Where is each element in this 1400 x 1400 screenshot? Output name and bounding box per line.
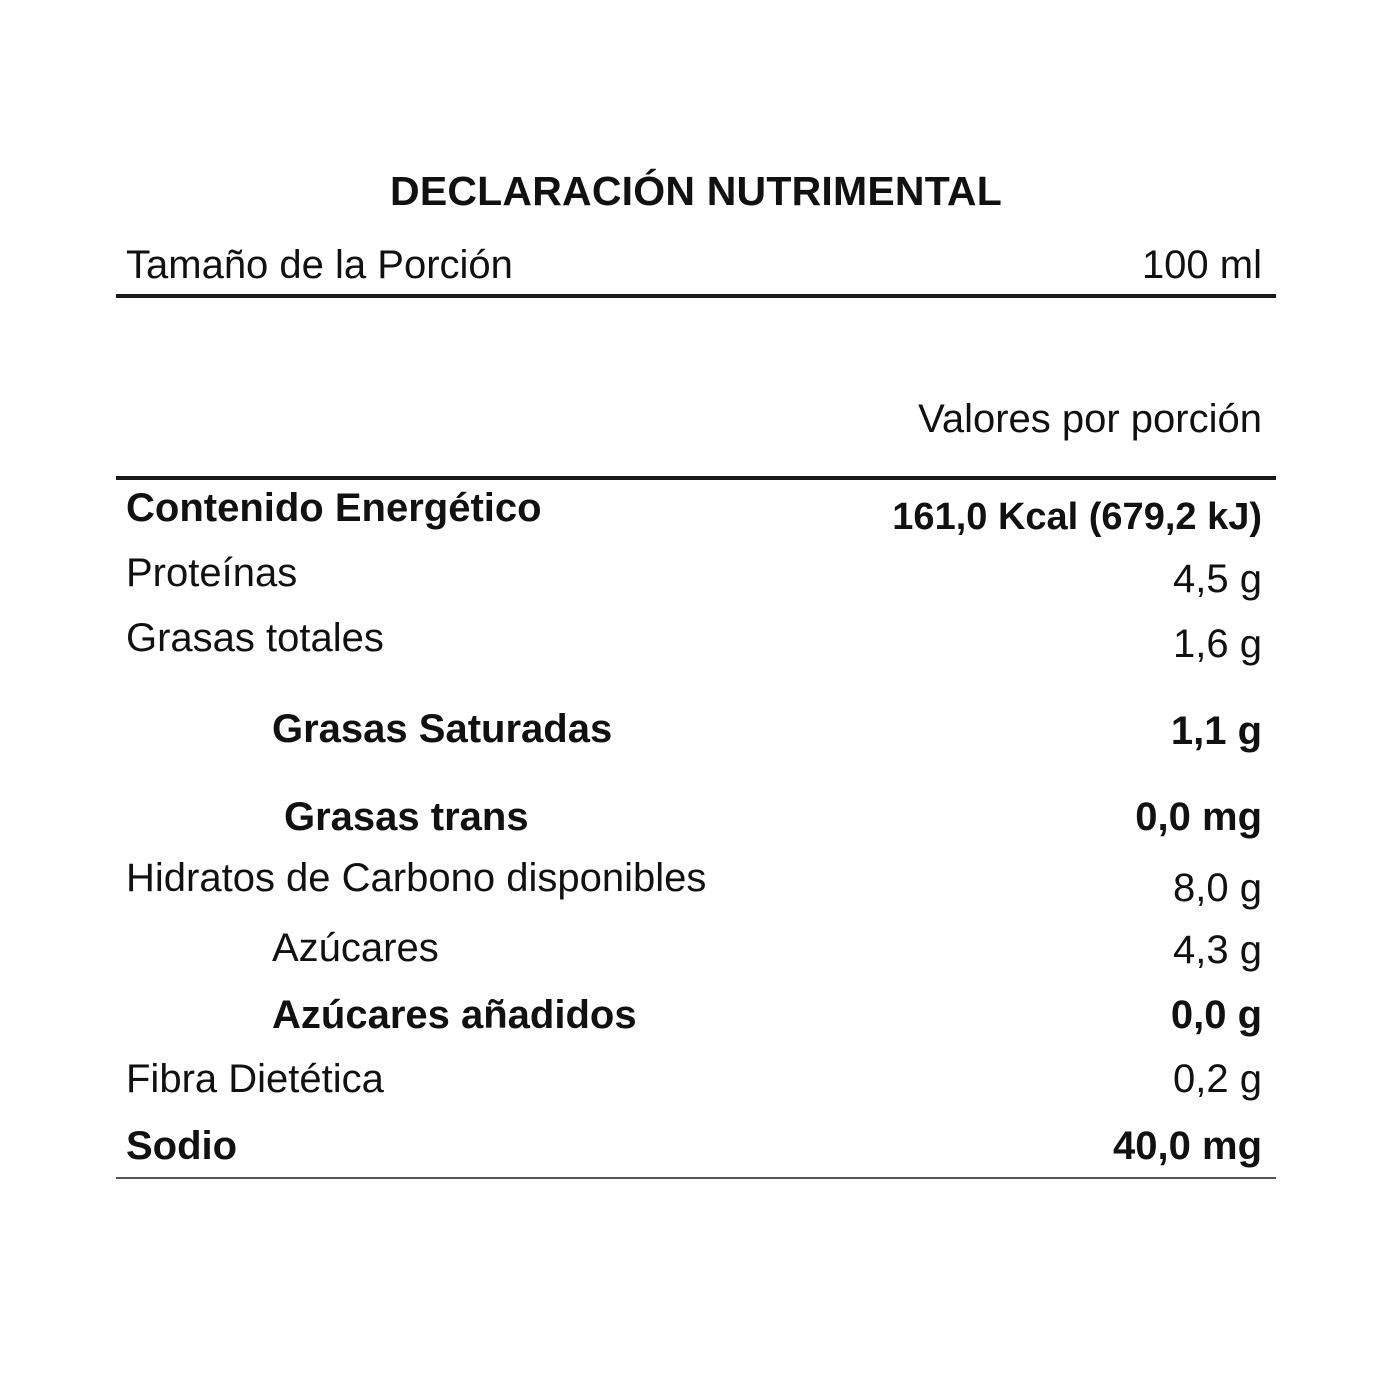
divider-header [116,476,1276,480]
nutrient-row-sodium [116,1124,1276,1176]
nutrient-name: Grasas Saturadas [272,707,613,751]
nutrient-value: 40,0 mg [1113,1124,1262,1168]
column-header: Valores por porción [918,397,1262,441]
nutrient-value: 0,0 g [1170,993,1262,1037]
nutrient-value: 0,2 g [1173,1057,1262,1101]
nutrient-row-fiber [116,1057,1276,1109]
nutrient-name: Grasas totales [126,616,384,660]
nutrient-row-carbohydrates [116,856,1276,908]
divider-bottom [116,1177,1276,1179]
nutrient-row-saturated-fat [116,707,1276,759]
nutrient-value: 1,1 g [1170,709,1262,753]
serving-size-label: Tamaño de la Porción [126,243,513,287]
nutrient-row-added-sugars [116,993,1276,1045]
nutrient-value: 8,0 g [1173,866,1262,910]
nutrient-name: Grasas trans [284,795,529,839]
nutrient-name: Contenido Energético [126,486,542,530]
nutrient-name: Hidratos de Carbono disponibles [126,856,707,900]
nutrient-value: 4,5 g [1173,557,1262,601]
nutrient-row-sugars [116,926,1276,978]
serving-size-value: 100 ml [1141,243,1262,287]
nutrient-name: Fibra Dietética [126,1057,384,1101]
nutrient-value: 1,6 g [1173,622,1262,666]
divider-top [116,294,1276,298]
nutrient-row-energy [116,486,1276,538]
nutrient-name: Azúcares añadidos [272,993,637,1037]
nutrient-name: Sodio [126,1124,238,1168]
nutrition-label [116,0,1276,1400]
nutrient-name: Azúcares [272,926,439,970]
nutrient-row-trans-fat [116,795,1276,847]
nutrient-row-total-fat [116,616,1276,668]
nutrient-name: Proteínas [126,551,298,595]
label-title: DECLARACIÓN NUTRIMENTAL [390,168,1002,214]
nutrient-value: 0,0 mg [1135,795,1262,839]
nutrient-value: 161,0 Kcal (679,2 kJ) [892,496,1262,538]
nutrient-row-proteins [116,551,1276,603]
serving-size-row [116,243,1276,295]
nutrient-value: 4,3 g [1173,928,1262,972]
